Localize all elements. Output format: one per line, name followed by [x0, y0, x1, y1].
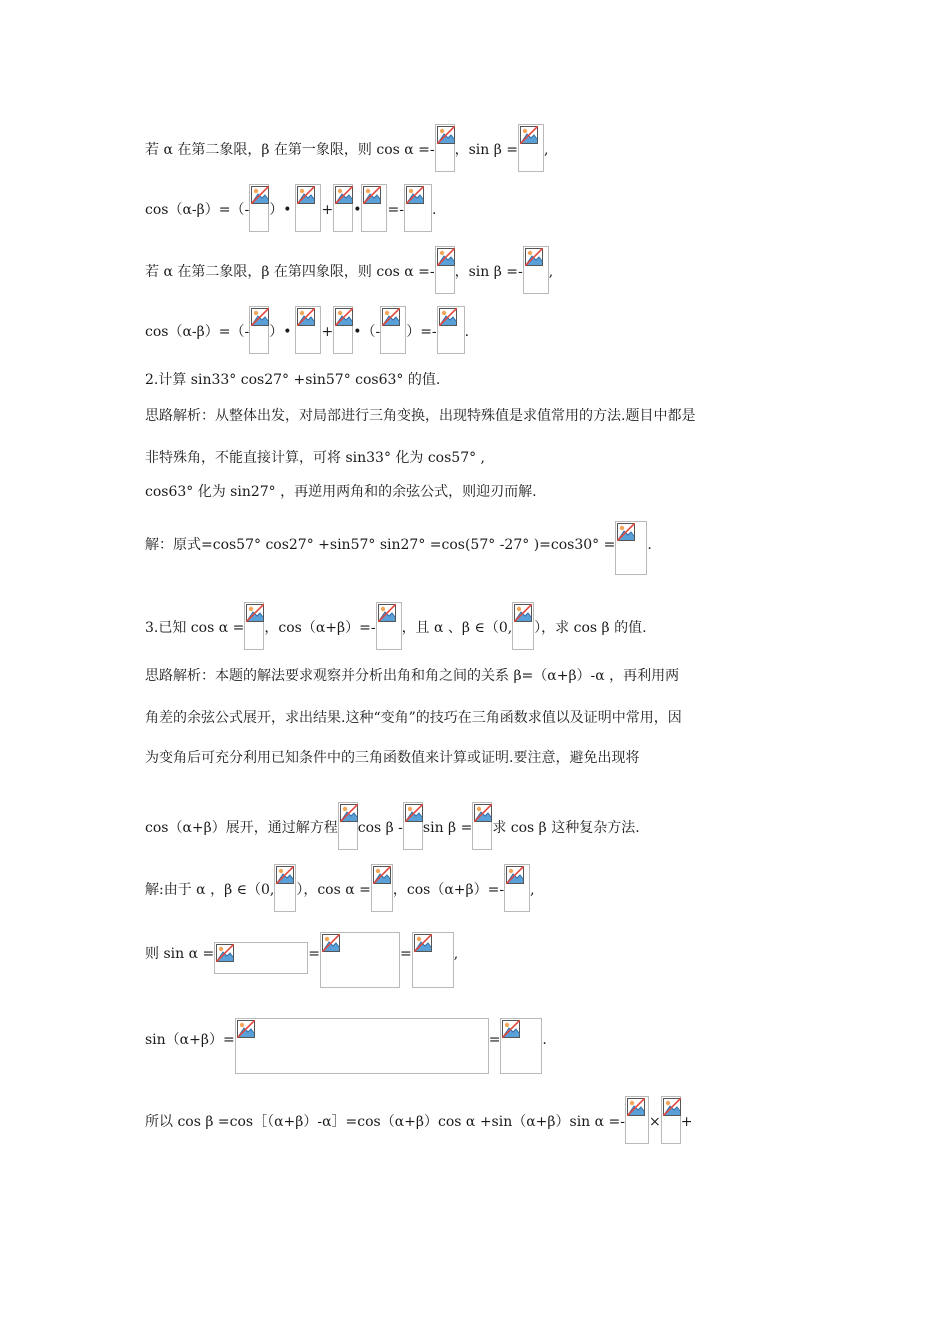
formula-image — [435, 246, 455, 294]
text: 解:由于 α ，β ∈（0, — [145, 882, 275, 898]
broken-image-icon — [216, 944, 234, 962]
text: , — [453, 946, 459, 962]
text: cos β - — [357, 820, 403, 836]
line-11: 思路解析：本题的解法要求观察并分析出角和角之间的关系 β=（α+β）-α ，再利用两 — [145, 668, 680, 684]
line-4 — [145, 322, 469, 354]
text: ）• — [269, 324, 292, 340]
formula-image — [404, 184, 432, 232]
text: 则 sin α = — [145, 946, 215, 962]
text: + — [680, 1114, 693, 1130]
line-14 — [145, 818, 640, 850]
formula-image — [472, 802, 492, 850]
formula-image — [333, 306, 353, 354]
broken-image-icon — [335, 186, 353, 204]
line-15 — [145, 880, 535, 912]
text: 所以 cos β =cos［（α+β）-α］=cos（α+β）cos α +sin（α+β）sin α =- — [145, 1114, 625, 1130]
broken-image-icon — [237, 1020, 255, 1038]
text: . — [464, 324, 470, 340]
broken-image-icon — [414, 934, 432, 952]
formula-image — [376, 602, 402, 650]
broken-image-icon — [251, 308, 269, 326]
broken-image-icon — [246, 604, 264, 622]
broken-image-icon — [251, 186, 269, 204]
broken-image-icon — [297, 186, 315, 204]
broken-image-icon — [363, 186, 381, 204]
broken-image-icon — [382, 308, 400, 326]
broken-image-icon — [520, 126, 538, 144]
formula-image — [435, 124, 455, 172]
formula-image — [249, 184, 269, 232]
text: 若 α 在第二象限，β 在第四象限，则 cos α =- — [145, 264, 435, 280]
text: × — [649, 1114, 661, 1130]
formula-image — [320, 932, 400, 988]
formula-image — [295, 306, 321, 354]
formula-image — [437, 306, 465, 354]
line-6: 思路解析：从整体出发，对局部进行三角变换，出现特殊值是求值常用的方法.题目中都是 — [145, 408, 696, 424]
text: ，cos（α+β）=- — [392, 882, 505, 898]
line-16 — [145, 944, 458, 988]
formula-image — [214, 942, 308, 974]
text: sin β = — [422, 820, 473, 836]
line-17 — [145, 1030, 547, 1074]
formula-image — [512, 602, 534, 650]
text: . — [431, 202, 437, 218]
formula-image — [504, 864, 530, 912]
text: • — [353, 202, 362, 218]
broken-image-icon — [617, 523, 635, 541]
broken-image-icon — [439, 308, 457, 326]
text: 若 α 在第二象限，β 在第一象限，则 cos α =- — [145, 142, 435, 158]
line-8: cos63° 化为 sin27° ，再逆用两角和的余弦公式，则迎刃而解. — [145, 484, 537, 500]
text: ）=- — [406, 324, 437, 340]
text: 3.已知 cos α = — [145, 620, 245, 636]
line-13: 为变角后可充分利用已知条件中的三角函数值来计算或证明.要注意，避免出现将 — [145, 750, 640, 766]
text: ，sin β =- — [454, 264, 523, 280]
formula-image — [235, 1018, 489, 1074]
formula-image — [412, 932, 454, 988]
formula-image — [244, 602, 264, 650]
text: ，sin β = — [454, 142, 519, 158]
text: cos（α-β）=（- — [145, 324, 250, 340]
line-3 — [145, 262, 553, 294]
broken-image-icon — [506, 866, 524, 884]
broken-image-icon — [663, 1098, 681, 1116]
formula-image — [625, 1096, 649, 1144]
broken-image-icon — [627, 1098, 645, 1116]
broken-image-icon — [437, 126, 455, 144]
text: = — [399, 946, 412, 962]
formula-image — [518, 124, 544, 172]
formula-image — [661, 1096, 681, 1144]
broken-image-icon — [405, 804, 423, 822]
text: , — [544, 142, 549, 158]
broken-image-icon — [373, 866, 391, 884]
text: 解：原式=cos57° cos27° +sin57° sin27° =cos(57° -27° )=cos30° = — [145, 537, 616, 553]
broken-image-icon — [437, 248, 455, 266]
formula-image — [380, 306, 406, 354]
text: ），cos α = — [296, 882, 371, 898]
text: ）• — [269, 202, 292, 218]
formula-image — [615, 521, 647, 575]
formula-image — [371, 864, 393, 912]
text: ），求 cos β 的值. — [534, 620, 647, 636]
broken-image-icon — [322, 934, 340, 952]
text: , — [548, 264, 554, 280]
broken-image-icon — [276, 866, 294, 884]
formula-image — [338, 802, 358, 850]
formula-image — [274, 864, 296, 912]
line-5: 2.计算 sin33° cos27° +sin57° cos63° 的值. — [145, 372, 441, 388]
line-12: 角差的余弦公式展开，求出结果.这种“变角”的技巧在三角函数求值以及证明中常用，因 — [145, 710, 682, 726]
broken-image-icon — [335, 308, 353, 326]
formula-image — [403, 802, 423, 850]
text: ，cos（α+β）=- — [264, 620, 376, 636]
text: + — [321, 202, 334, 218]
text: =- — [387, 202, 404, 218]
formula-image — [361, 184, 387, 232]
text: sin（α+β）= — [145, 1032, 235, 1048]
text: •（- — [353, 324, 381, 340]
broken-image-icon — [297, 308, 315, 326]
line-10 — [145, 618, 647, 650]
text: ，且 α 、β ∈（0, — [401, 620, 513, 636]
text: cos（α-β）=（- — [145, 202, 250, 218]
text: = — [308, 946, 320, 962]
broken-image-icon — [502, 1020, 520, 1038]
text: , — [530, 882, 535, 898]
text: 求 cos β 这种复杂方法. — [492, 820, 640, 836]
broken-image-icon — [474, 804, 492, 822]
text: . — [542, 1032, 547, 1048]
text: cos（α+β）展开，通过解方程 — [145, 820, 338, 836]
text: . — [647, 537, 652, 553]
text: = — [488, 1032, 501, 1048]
line-18 — [145, 1112, 692, 1144]
line-2 — [145, 200, 436, 232]
line-9 — [145, 535, 652, 575]
formula-image — [295, 184, 321, 232]
formula-image — [249, 306, 269, 354]
broken-image-icon — [514, 604, 532, 622]
broken-image-icon — [525, 248, 543, 266]
formula-image — [500, 1018, 542, 1074]
text: + — [321, 324, 334, 340]
line-7: 非特殊角，不能直接计算，可将 sin33° 化为 cos57° , — [145, 450, 486, 466]
broken-image-icon — [340, 804, 358, 822]
formula-image — [333, 184, 353, 232]
formula-image — [523, 246, 549, 294]
broken-image-icon — [378, 604, 396, 622]
line-1 — [145, 140, 548, 172]
broken-image-icon — [406, 186, 424, 204]
